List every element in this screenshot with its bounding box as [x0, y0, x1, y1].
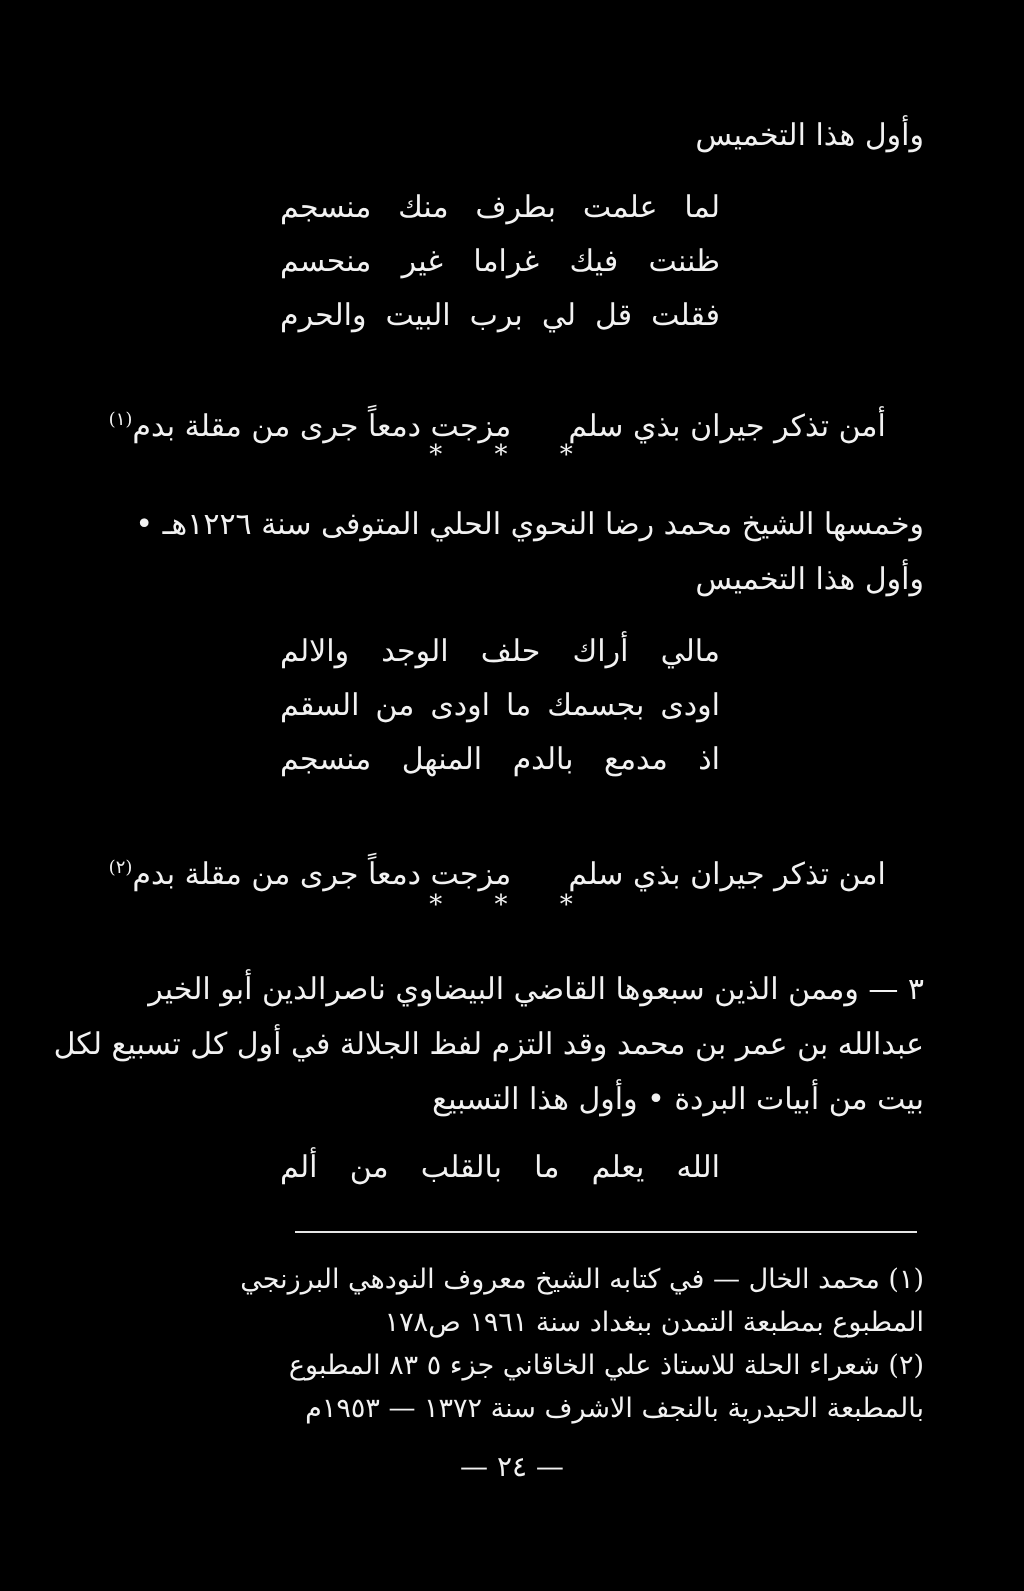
poem2-intro: وأول هذا التخميس: [695, 562, 924, 597]
word: بالقلب: [420, 1150, 502, 1185]
footnote-1-line-2: المطبوع بمطبعة التمدن ببغداد سنة ١٩٦١ ص١٧٨: [384, 1307, 924, 1338]
word: مدمع: [603, 742, 668, 777]
word: منحسم: [280, 244, 372, 279]
word: منسجم: [280, 742, 372, 777]
word: ظننت: [648, 244, 720, 279]
word: فيك: [569, 244, 619, 279]
word: ما: [506, 688, 532, 723]
word: غير: [401, 244, 443, 279]
word: لي: [541, 298, 576, 333]
section3-line-2: عبدالله بن عمر بن محمد وقد التزم لفظ الجلالة في أول كل تسبيع لكل: [53, 1027, 924, 1062]
word: حلف: [480, 634, 541, 669]
footnote-divider: [295, 1231, 917, 1233]
footnote-2-line-2: بالمطبعة الحيدرية بالنجف الاشرف سنة ١٣٧٢ — ١٩٥٣م: [305, 1393, 924, 1424]
word: المنهل: [401, 742, 483, 777]
poem1-verse-3: [280, 296, 720, 336]
poem2-verse-1: [280, 632, 720, 672]
footnote-1-line-1: (١) محمد الخال — في كتابه الشيخ معروف النودهي البرزنجي: [240, 1264, 924, 1295]
word: ألم: [280, 1150, 318, 1185]
word: البيت: [385, 298, 451, 333]
word: منك: [398, 190, 449, 225]
poem1-verse-2: [280, 242, 720, 282]
poem2-heading: وخمسها الشيخ محمد رضا النحوي الحلي المتوفى سنة ١٢٢٦هـ •: [135, 507, 924, 542]
word: السقم: [280, 688, 360, 723]
word: اودى: [660, 688, 720, 723]
word: منسجم: [280, 190, 372, 225]
closing-text: امن تذكر جيران بذي سلم مزجت دمعاً جرى من مقلة بدم: [132, 857, 886, 892]
section3-verse: [280, 1148, 720, 1188]
word: برب: [469, 298, 523, 333]
word: بجسمك: [547, 688, 645, 723]
footnote-ref-1: (١): [108, 409, 133, 430]
word: مالي: [660, 634, 720, 669]
word: علمت: [582, 190, 658, 225]
word: الله: [676, 1150, 720, 1185]
word: من: [349, 1150, 389, 1185]
word: اودى: [430, 688, 490, 723]
poem1-intro: وأول هذا التخميس: [695, 118, 924, 153]
section-separator-stars: * * *: [429, 890, 595, 920]
word: اذ: [698, 742, 720, 777]
poem1-verse-1: [280, 188, 720, 228]
poem2-verse-2: [280, 686, 720, 726]
word: والحرم: [280, 298, 367, 333]
word: بطرف: [475, 190, 557, 225]
word: أراك: [572, 634, 629, 669]
word: والالم: [280, 634, 350, 669]
word: فقلت: [651, 298, 720, 333]
page-number: — ٢٤ —: [460, 1450, 564, 1483]
footnote-ref-2: (٢): [108, 857, 133, 878]
word: غراما: [473, 244, 540, 279]
section3-line-3: بيت من أبيات البردة • وأول هذا التسبيع: [432, 1082, 924, 1117]
footnote-2-line-1: (٢) شعراء الحلة للاستاذ علي الخاقاني جزء ٥ ٨٣ المطبوع: [288, 1350, 924, 1381]
word: بالدم: [512, 742, 574, 777]
word: يعلم: [591, 1150, 645, 1185]
poem2-verse-3: [280, 740, 720, 780]
word: من: [375, 688, 415, 723]
word: لما: [684, 190, 720, 225]
word: الوجد: [381, 634, 449, 669]
word: قل: [595, 298, 633, 333]
section3-line-1: ٣ — وممن الذين سبعوها القاضي البيضاوي ناصرالدين أبو الخير: [148, 972, 924, 1007]
word: ما: [534, 1150, 560, 1185]
closing-text: أمن تذكر جيران بذي سلم مزجت دمعاً جرى من مقلة بدم: [132, 409, 886, 444]
section-separator-stars: * * *: [429, 440, 595, 470]
